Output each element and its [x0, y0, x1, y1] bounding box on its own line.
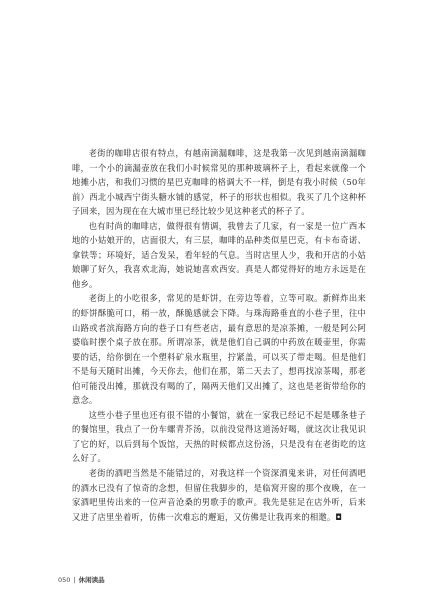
page-footer [58, 575, 105, 584]
article-body [72, 146, 366, 524]
column-name: 休闲读品 [78, 576, 105, 584]
paragraph-trendy-cafe: 也有时尚的咖啡店，做得很有情调，我曾去了几家，有一家是一位广西本地的小姑娘开的，店面很大，有三层，咖啡的品种类似星巴克，有卡布奇诺、拿铁等；环境好，适合发呆，看年轻的气息。当时店里人少，我和开店的小姑娘聊了好久，我喜欢北海，她说她喜欢西安。真是人都觉得好的地方永远是在他乡。 [72, 220, 366, 289]
paragraph-bars-text: 老街的酒吧当然是不能错过的，对我这样一个资深酒鬼来讲，对任何酒吧的酒水已没有了惊奇的念想，但留住我脚步的，是临窝开窗的那个夜晚，在一家酒吧里传出来的一位声音沧桑的男歌手的歌声。我先是驻足在店外听，后来又进了店里坐着听，仿佛一次难忘的邂逅，又仿佛是让我再来的相邀。 [72, 468, 366, 522]
paragraph-bars [72, 466, 366, 524]
end-mark-icon: ◘ [335, 511, 343, 522]
paragraph-small-restaurants: 这些小巷子里也还有很不错的小餐馆，就在一家我已经记不起是哪条巷子的餐馆里，我点了一份车螺青芥汤，以前没觉得这道汤好喝，就这次让我见识了它的好，以后到每个饭馆，天热的时候都点这份汤，只是没有在老街吃的这么好了。 [72, 409, 366, 464]
paragraph-snacks: 老街上的小吃很多，常见的是虾饼，在旁边等着，立等可取。新鲜炸出来的虾饼酥脆可口，稍一放，酥脆感就会下降。与珠海路垂直的小巷子里，往中山路或者滨海路方向的巷子口有些老店，最有意思的是凉茶摊，一般是阿公阿婆临时摆个桌子放在那。所谓凉茶，就是他们自己调的中药放在暖壶里，你需要的话，给你倒在一个塑料矿泉水瓶里，拧紧盖，可以买了带走喝。但是他们不是每天随时出摊，今天你去，他们在那，第二天去了，想再找凉茶喝，那老伯可能没出摊，那就没有喝的了，隔两天他们又出摊了，这也是老街带给你的意念。 [72, 293, 366, 406]
footer-separator: | [73, 576, 76, 584]
page-number: 050 [58, 576, 71, 584]
paragraph-coffee-shop: 老街的咖啡店很有特点，有越南滴漏咖啡，这是我第一次见到越南滴漏咖啡，一个小的滴漏壶放在我们小时候常见的那种玻璃杯子上，看起来就像一个地摊小店，和我们习惯的星巴克咖啡的格调大不一样，倒是有我小时候（50年前）西北小城西宁街头糖水铺的感觉，杯子的形状也相似。我买了几个这种杯子回来，因为现在在大城市里已经比较少见这种老式的杯子了。 [72, 148, 366, 217]
